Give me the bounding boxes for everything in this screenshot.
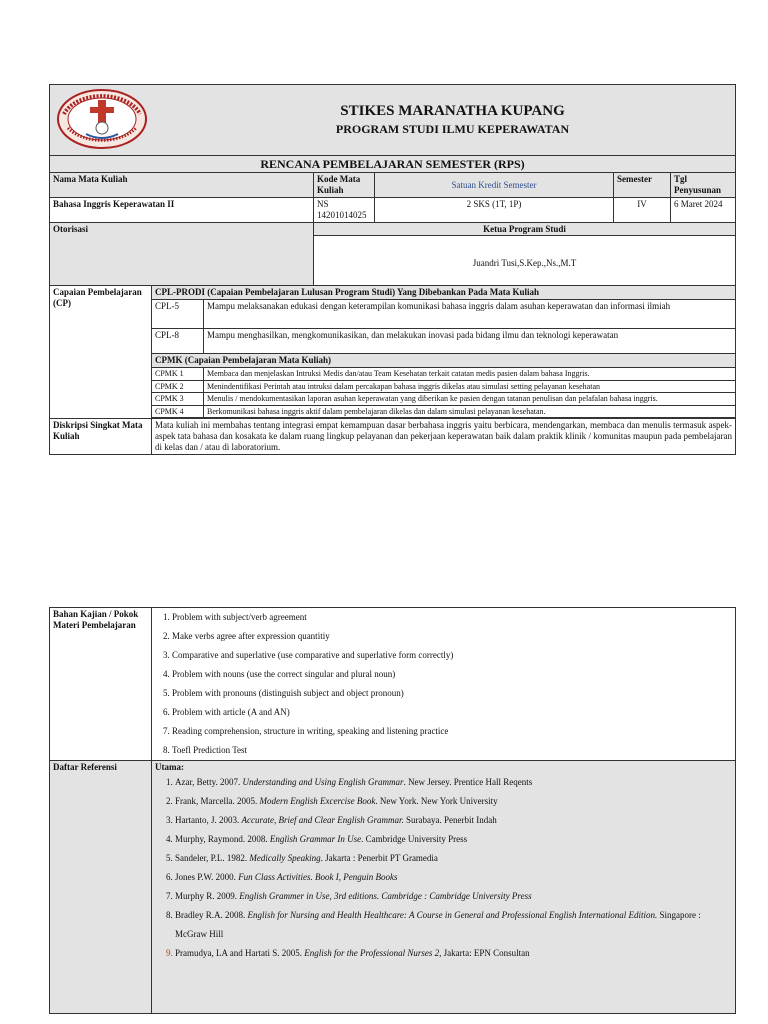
sks-header: Satuan Kredit Semester: [375, 173, 614, 198]
semester-header: Semester: [614, 173, 671, 198]
list-item: 2. Make verbs agree after expression quantitiy: [172, 627, 731, 646]
course-info-row: [50, 197, 736, 222]
cpl-code: CPL-8: [152, 329, 204, 354]
cpmk-text: Menulis / mendokumentasikan laporan asuhan keperawatan yang diberikan ke pasien dengan tatanan penulisan dan pelafalan bahasa inggris.: [204, 393, 736, 406]
list-item: 4. Problem with nouns (use the correct singular and plural noun): [172, 665, 731, 684]
referensi-row: [50, 761, 736, 1014]
cpmk-text: Menindentifikasi Perintah atau intruksi dalam percakapan bahasa inggris dikelas atau simulasi setting pelayanan kesehatan: [204, 380, 736, 393]
reference-item: 7. Murphy R. 2009. English Grammer in Use, 3rd editions. Cambridge : Cambridge University Press: [175, 887, 732, 906]
course-code: NS 14201014025: [314, 197, 375, 222]
bahan-kajian-label: Bahan Kajian / Pokok Materi Pembelajaran: [50, 608, 152, 761]
course-sks: 2 SKS (1T, 1P): [375, 197, 614, 222]
cpmk-code: CPMK 1: [152, 367, 204, 380]
cpl-text: Mampu menghasilkan, mengkomunikasikan, dan melakukan inovasi pada bidang ilmu dan teknologi keperawatan: [204, 329, 736, 354]
cpmk-row: [50, 393, 736, 406]
cpmk-text: Berkomunikasi bahasa inggris aktif dalam pembelajaran dikelas dan dalam simulasi pelayanan kesehatan.: [204, 405, 736, 418]
course-date: 6 Maret 2024: [671, 197, 736, 222]
reference-item: 6. Jones P.W. 2000. Fun Class Activities. Book I, Penguin Books: [175, 868, 732, 887]
cpmk-text: Membaca dan menjelaskan Intruksi Medis dan/atau Team Kesehatan terkait catatan medis pasien dalam bahasa Inggris.: [204, 367, 736, 380]
list-item: 6. Problem with article (A and AN): [172, 703, 731, 722]
institution-header: [50, 85, 736, 156]
course-code-header: Kode Mata Kuliah: [314, 173, 375, 198]
course-header-row: [50, 173, 736, 198]
cpmk-header: CPMK (Capaian Pembelajaran Mata Kuliah): [152, 354, 736, 368]
otorisasi-header-row: [50, 222, 736, 236]
cpl-header-row: [50, 286, 736, 300]
reference-item: 9. Pramudya, LA and Hartati S. 2005. English for the Professional Nurses 2, Jakarta: EPN Consultan: [175, 944, 732, 963]
cpmk-row: [50, 380, 736, 393]
cpl-header: CPL-PRODI (Capaian Pembelajaran Lulusan Program Studi) Yang Dibebankan Pada Mata Kuliah: [152, 286, 736, 300]
kaprodi-name: Juandri Tusi,S.Kep.,Ns.,M.T: [314, 236, 736, 286]
course-semester: IV: [614, 197, 671, 222]
otorisasi-label: Otorisasi: [50, 222, 314, 286]
deskripsi-label: Diskripsi Singkat Mata Kuliah: [50, 419, 152, 454]
course-name: Bahasa Inggris Keperawatan II: [50, 197, 314, 222]
cpl-text: Mampu melaksanakan edukasi dengan keterampilan komunikasi bahasa inggris dalam asuhan keperawatan dan informasi ilmiah: [204, 300, 736, 329]
cpl-row: [50, 329, 736, 354]
cp-label: Capaian Pembelajaran (CP): [50, 286, 152, 419]
cpmk-code: CPMK 3: [152, 393, 204, 406]
cpmk-row: [50, 367, 736, 380]
list-item: 3. Comparative and superlative (use comparative and superlative form correctly): [172, 646, 731, 665]
date-header: Tgl Penyusunan: [671, 173, 736, 198]
cpmk-code: CPMK 2: [152, 380, 204, 393]
referensi-label: Daftar Referensi: [50, 761, 152, 1014]
cpmk-code: CPMK 4: [152, 405, 204, 418]
reference-list: [155, 773, 732, 963]
program-name: PROGRAM STUDI ILMU KEPERAWATAN: [335, 122, 570, 136]
utama-label: Utama:: [155, 762, 184, 772]
rps-title: RENCANA PEMBELAJARAN SEMESTER (RPS): [50, 156, 736, 173]
list-item: 7. Reading comprehension, structure in writing, speaking and listening practice: [172, 722, 731, 741]
reference-item: 1. Azar, Betty. 2007. Understanding and Using English Grammar. New Jersey. Prentice Hall Reqents: [175, 773, 732, 792]
cpl-row: [50, 300, 736, 329]
rps-title-row: [50, 156, 736, 173]
list-item: 8. Toefl Prediction Test: [172, 741, 731, 760]
deskripsi-text: Mata kuliah ini membahas tentang integrasi empat kemampuan dasar berbahasa inggris yaitu berbicara, mendengarkan, membaca dan menulis termasuk aspek-aspek tata bahasa dan kosakata ke dalam ruang lingkup pelayanan dan pekerjaan keperawatan baik dalam praktik klinik / komunitas maupun pada pembelajaran di kelas dan / atau di laboratorium.: [152, 419, 736, 454]
course-name-header: Nama Mata Kuliah: [50, 173, 314, 198]
list-item: 5. Problem with pronouns (distinguish subject and object pronoun): [172, 684, 731, 703]
rps-table: [49, 84, 736, 455]
institution-header-row: [50, 85, 736, 156]
institution-title-block: [170, 102, 735, 136]
cpmk-header-row: [50, 354, 736, 368]
cpl-code: CPL-5: [152, 300, 204, 329]
bahan-kajian-list: [156, 608, 731, 760]
reference-item: 3. Hartanto, J. 2003. Accurate, Brief and Clear English Grammar. Surabaya. Penerbit Indah: [175, 811, 732, 830]
cpmk-row: [50, 405, 736, 418]
materials-table: [49, 607, 736, 1014]
reference-item: 8. Bradley R.A. 2008. English for Nursing and Health Healthcare: A Course in General and Professional English International Edition. Singapore : McGraw Hill: [175, 906, 732, 944]
reference-item: 4. Murphy, Raymond. 2008. English Grammar In Use. Cambridge University Press: [175, 830, 732, 849]
deskripsi-row: [50, 419, 736, 454]
institution-name: STIKES MARANATHA KUPANG: [340, 103, 565, 119]
reference-item: 5. Sandeler, P.L. 1982. Medically Speaking. Jakarta : Penerbit PT Gramedia: [175, 849, 732, 868]
kaprodi-label: Ketua Program Studi: [314, 222, 736, 236]
list-item: 1. Problem with subject/verb agreement: [172, 608, 731, 627]
institution-logo: [56, 88, 148, 150]
bahan-kajian-content: [152, 608, 736, 761]
bahan-kajian-row: [50, 608, 736, 761]
reference-item: 2. Frank, Marcella. 2005. Modern English Excercise Book. New York. New York University: [175, 792, 732, 811]
referensi-content: [152, 761, 736, 1014]
